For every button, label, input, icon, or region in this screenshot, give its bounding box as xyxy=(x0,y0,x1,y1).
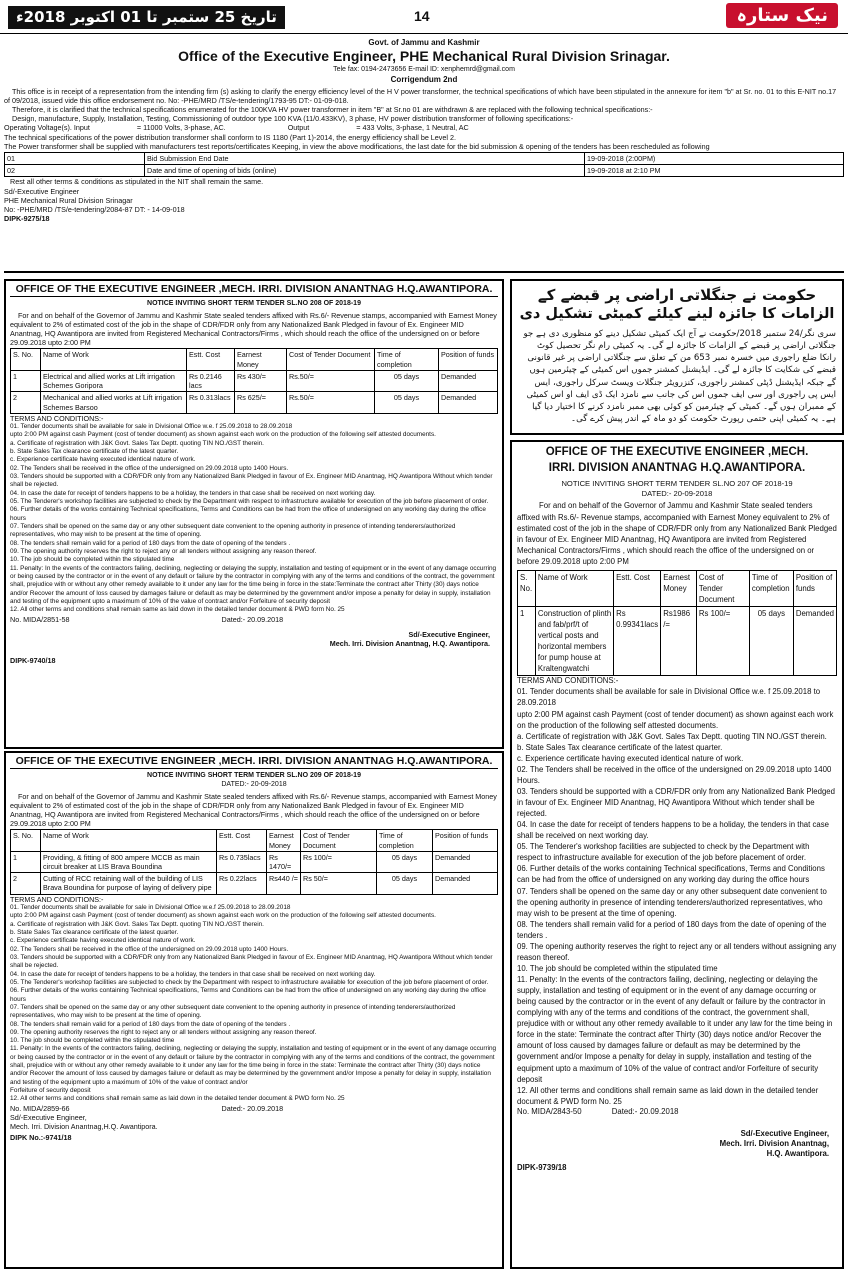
terms-item: 02. The Tenders shall be received in the office of the undersigned on 29.09.2018 upto 1400 Hours. xyxy=(10,464,289,472)
table-row xyxy=(11,851,498,872)
terms-item: 12. All other terms and conditions shall remain same as laid down in the detailed tender document & PWD form No. 25 xyxy=(517,1085,819,1106)
table-cell: 05 days xyxy=(377,873,433,894)
memo-line xyxy=(10,615,498,624)
news-headline: حکومت نے جنگلاتی اراضی پر قبضے کے xyxy=(537,286,817,304)
table-cell: Bid Submission End Date xyxy=(145,153,585,165)
terms-item: b. State Sales Tax clearance certificate of the latest quarter. xyxy=(10,447,179,455)
urdu-news-item xyxy=(510,279,844,435)
terms-item: 06. Further details of the works containing Technical specifications, Terms and Conditions can be had from the office of undersigned on any working day during the office hours xyxy=(10,506,486,522)
terms-item: 10. The job should be completed within the stipulated time xyxy=(10,556,175,564)
office-title: OFFICE OF THE EXECUTIVE ENGINEER ,MECH. IRRI. DIVISION ANANTNAG H.Q.AWANTIPORA. xyxy=(10,283,498,297)
table-cell: Rs 100/= xyxy=(696,607,749,676)
terms-item: c. Experience certificate having executed identical nature of work. xyxy=(517,753,744,763)
paragraph: Therefore, it is clarified that the technical specifications enumerated for the 100KVA HV power transformer in item "B" at Sr.no 01 are withdrawn & are replaced with the following technical specifications:- xyxy=(12,104,653,114)
table-header-row xyxy=(11,349,498,370)
terms-item: 05. The Tenderer's workshop facilities are subjected to check by the Department with respect to infrastructure available for execution of the job before placement of order. xyxy=(517,842,810,863)
table-cell: Electrical and allied works at Lift irrigation Schemes Goripora xyxy=(41,370,187,391)
terms-item: 11. Penalty: In the events of the contractors failing, declining, neglecting or delaying the supply, installation and testing of equipment or in the event of any damage occurring or being caused by the contractor or in the event of any default or failure by the contractor in complying with any of the terms and conditions of the contract, the government shall, prejudice with or without any other remedy available to it under any law for the time being in force in the state: Terminate the contract after Thirty (30) days notice and/or Recover the amount of loss caused by damages failure or default as may be determined by the government and/or Impose a penalty for delay in supply, installation and testing of the equipment upto a maximum of 10% of the value of contract and/or Forfeiture of security deposit xyxy=(517,975,833,1084)
terms-title: TERMS AND CONDITIONS:- xyxy=(517,676,619,686)
terms-item: 09. The opening authority reserves the right to reject any or all tenders without assigning any reason thereof. xyxy=(10,547,317,555)
works-table xyxy=(10,829,498,894)
terms-item: 12. All other terms and conditions shall remain same as laid down in the detailed tender document & PWD form No. 25 xyxy=(10,1095,345,1103)
notice-date: DATED:- 20-09-2018 xyxy=(641,488,713,498)
column-header: Position of funds xyxy=(433,830,498,851)
schedule-table xyxy=(4,152,844,177)
terms-list xyxy=(10,423,498,615)
table-cell: Rs 0.735lacs xyxy=(217,851,267,872)
column-header: Name of Work xyxy=(41,349,187,370)
table-cell: 2 xyxy=(11,873,41,894)
terms-item: a. Certificate of registration with J&K Govt. Sales Tax Deptt. quoting TIN NO./GST therein. xyxy=(517,731,827,741)
terms-item: 03. Tenders should be supported with a CDR/FDR only from any Nationalized Bank Pledged in favour of Ex. Engineer MID Anantnag, HQ Awantipora Without which tender shall be rejected. xyxy=(10,953,493,970)
column-header: Estt. Cost xyxy=(217,830,267,851)
signature-line: Sd/-Executive Engineer, xyxy=(408,629,490,639)
column-header: Earnest Money xyxy=(267,830,301,851)
table-cell: Demanded xyxy=(793,607,836,676)
terms-title: TERMS AND CONDITIONS:- xyxy=(10,413,104,423)
page-number: 14 xyxy=(414,8,430,24)
table-cell: Demanded xyxy=(439,392,498,413)
terms-item: 07. Tenders shall be opened on the same day or any other subsequent date convenient to the opening authority in presence of intending tenderers/authorized representatives, who may wish to be present at the time of opening. xyxy=(10,1003,456,1020)
table-cell: 1 xyxy=(11,370,41,391)
table-cell: Demanded xyxy=(439,370,498,391)
memo-date: Dated:- 20.09.2018 xyxy=(221,1103,284,1113)
signature-line: PHE Mechanical Rural Division Srinagar xyxy=(4,195,133,205)
table-cell: Rs440 /= xyxy=(267,873,301,894)
terms-item: 05. The Tenderer's workshop facilities are subjected to check by the Department with respect to infrastructure available for execution of the job before placement of order. xyxy=(10,497,489,505)
terms-item: 02. The Tenders shall be received in the office of the undersigned on 29.09.2018 upto 1400 Hours. xyxy=(10,945,289,953)
terms-item: 01. Tender documents shall be available for sale in Divisional Office w.e. f 25.09.2018 to 28.09.2018 xyxy=(10,422,293,430)
column-header: Cost of Tender Document xyxy=(696,570,749,606)
corrigendum-subtitle: Corrigendum 2nd xyxy=(390,75,458,85)
terms-item: 02. The Tenders shall be received in the office of the undersigned on 29.09.2018 upto 1400 Hours. xyxy=(517,764,832,785)
paragraph: The technical specifications of the power distribution transformer shall conform to IS 1180 (Part 1)-2014, the energy efficiency shall be Level 2. xyxy=(4,132,456,142)
contact-line: Tele fax: 0194-2473656 E-mail ID: xenphemrd@gmail.com xyxy=(333,66,515,74)
table-cell: 01 xyxy=(5,153,145,165)
column-header: Time of completion xyxy=(749,570,793,606)
page-header xyxy=(0,0,848,34)
table-cell: Rs.50/= xyxy=(287,370,375,391)
terms-item: 11. Penalty: In the events of the contractors failing, declining, neglecting or delaying the supply, installation and testing of equipment or in the event of any damage occurring or being caused by the contractor or in the event of any default or failure by the contractor in complying with any of the terms and conditions of the contract, the government shall, prejudice with or without any other remedy available to it under any law for the time being in force in the state: Terminate the contract after Thirty (30) days notice and/or Recover the amount of loss caused by damages failure or default as may be determined by the government and/or Impose a penalty for delay in supply, installation and testing of the equipment upto a maximum of 10% of the value of contract and/or xyxy=(10,1045,497,1086)
dipk-number: DIPK-9739/18 xyxy=(517,1162,567,1172)
dipk-number: DIPK No.:-9741/18 xyxy=(10,1133,72,1143)
terms-item: Forfeiture of security deposit xyxy=(10,1087,91,1095)
terms-item: 11. Penalty: In the events of the contractors failing, declining, neglecting or delaying the supply, installation and testing of equipment or in the event of any damage occurring or being caused by the contractor or in the event of any default or failure by the contractor in complying with any of the terms and conditions of the contract, the government shall, prejudice with or without any other remedy available to it under any law for the time being in force in the state:Terminate the contract after Thirty (30) days notice and/or Recover the amount of loss caused by damages failure or default as may be determined by the government and/or impose a penalty for delay in supply, installation and testing of the equipment upto a maximum of 10% of the value of contract and/or Forfeiture of security deposit xyxy=(10,564,497,605)
dipk-number: DIPK-9275/18 xyxy=(4,214,50,224)
column-header: Cost of Tender Document xyxy=(301,830,377,851)
table-cell: 05 days xyxy=(375,392,439,413)
table-cell: 05 days xyxy=(377,851,433,872)
terms-item: 01. Tender documents shall be available for sale in Divisional Office w.e. f 25.09.2018 to 28.09.2018 xyxy=(517,687,821,708)
column-header: Name of Work xyxy=(535,570,613,606)
table-row xyxy=(5,153,844,165)
table-cell: Rs 430/= xyxy=(235,370,287,391)
newspaper-logo: نیک ستارہ xyxy=(726,3,838,28)
column-header: Position of funds xyxy=(793,570,836,606)
voltage-input-label: Operating Voltage(s). Input xyxy=(4,123,90,133)
intro-paragraph: For and on behalf of the Governor of Jammu and Kashmir State sealed tenders affixed with Rs.6/- Revenue stamps, accompanied with Earnest Money equivalent to 2% of estimated cost of the job in the shape of CDR/FDR only from any Nationalized Bank Pledged in favour of Ex. Engineer MID Anantnag, HQ Awantipora are invited from Registered Mechanical Contractors/Firms , which should reach the office of the undersigned on or before 29.09.2018 upto 2:00 PM xyxy=(10,310,497,348)
office-title: OFFICE OF THE EXECUTIVE ENGINEER ,MECH. IRRI. DIVISION ANANTNAG H.Q.AWANTIPORA. xyxy=(10,755,498,769)
memo-line xyxy=(517,1107,837,1117)
signature-line: Sd/-Executive Engineer, xyxy=(740,1128,829,1138)
column-header: Estt. Cost xyxy=(614,570,661,606)
table-cell: 05 days xyxy=(375,370,439,391)
column-header: Earnest Money xyxy=(661,570,697,606)
news-headline: الزامات کا جائزہ لینے کیلئے کمیٹی تشکیل دی xyxy=(519,306,835,323)
column-header: Earnest Money xyxy=(235,349,287,370)
terms-item: c. Experience certificate having executed identical nature of work. xyxy=(10,456,196,464)
table-cell: Rs 1470/= xyxy=(267,851,301,872)
column-header: S. No. xyxy=(518,570,536,606)
table-header-row xyxy=(11,830,498,851)
terms-item: 04. In case the date for receipt of tenders happens to be a holiday, the tenders in that case shall be received on next working day. xyxy=(10,970,376,978)
column-header: Position of funds xyxy=(439,349,498,370)
table-cell: 02 xyxy=(5,165,145,177)
terms-item: b. State Sales Tax clearance certificate of the latest quarter. xyxy=(10,928,179,936)
table-cell: Rs.50/= xyxy=(287,392,375,413)
memo-date: Dated:- 20.09.2018 xyxy=(221,614,284,624)
tender-notice-208 xyxy=(4,279,504,749)
terms-list xyxy=(517,686,837,1106)
terms-item: a. Certificate of registration with J&K Govt. Sales Tax Deptt. quoting TIN NO./GST therein. xyxy=(10,920,264,928)
terms-item: 04. In case the date for receipt of tenders happens to be a holiday, the tenders in that case shall be received on next working day. xyxy=(517,820,829,841)
table-row xyxy=(11,873,498,894)
column-header: Name of Work xyxy=(41,830,217,851)
table-cell: Rs 0.2146 lacs xyxy=(187,370,235,391)
table-cell: 1 xyxy=(518,607,536,676)
notice-title: NOTICE INVITING SHORT TERM TENDER SL.NO 207 OF 2018-19 xyxy=(561,479,793,489)
table-cell: Demanded xyxy=(433,851,498,872)
paragraph: The Power transformer shall be supplied with manufacturers test reports/certificates Keeping, in view the above modifications, the last date for the bid submission & opening of the tenders has been rescheduled as following xyxy=(4,141,710,151)
table-cell: Cutting of RCC retaining wall of the building of LIS Brava Boundina for purpose of laying of delivery pipe xyxy=(41,873,217,894)
phe-corrigendum-notice xyxy=(4,37,844,273)
terms-item: 01. Tender documents shall be available for sale in Divisional Office w.e.f 25.09.2018 to 28.09.2018 xyxy=(10,903,291,911)
works-table xyxy=(517,570,837,677)
voltage-output-value: = 433 Volts, 3-phase, 1 Neutral, AC xyxy=(356,123,469,133)
terms-item: 06. Further details of the works containing Technical specifications, Terms and Conditions can be had from the office of undersigned on any working day during the office hours xyxy=(517,864,825,885)
table-cell: 19-09-2018 (2:00PM) xyxy=(585,153,844,165)
table-cell: 1 xyxy=(11,851,41,872)
paragraph: Rest all other terms & conditions as stipulated in the NIT shall remain the same. xyxy=(10,177,264,187)
memo-number: No. MIDA/2843-50 xyxy=(517,1106,582,1116)
terms-item: 10. The job should be completed within the stipulated time xyxy=(517,963,718,973)
memo-line xyxy=(10,1104,498,1113)
table-cell: Providing, & fitting of 800 ampere MCCB as main circuit breaker at LIS Brava Boundina xyxy=(41,851,217,872)
terms-item: upto 2:00 PM against cash Payment (cost of tender document) as shown against each work on the production of the following self attested documents. xyxy=(517,709,834,730)
signature-line: Mech. Irri. Division Anantnag, xyxy=(719,1138,829,1148)
table-cell: Rs 100/= xyxy=(301,851,377,872)
terms-list xyxy=(10,904,498,1104)
signature-line: Sd/-Executive Engineer, xyxy=(10,1113,87,1122)
signature-line: Mech. Irri. Division Anantnag, H.Q. Awantipora. xyxy=(329,638,490,648)
terms-item: 09. The opening authority reserves the right to reject any or all tenders without assigning any reason thereof. xyxy=(10,1028,317,1036)
table-cell: Rs 0.99341lacs xyxy=(614,607,661,676)
terms-item: 03. Tenders should be supported with a CDR/FDR only from any Nationalized Bank Pledged in favour of Ex. Engineer MID Anantnag, HQ Awantipora Without which tender shall be rejected. xyxy=(517,786,835,819)
table-cell: Construction of plinth and fab/prf/t of vertical posts and horizontal members for pump house at Kraltengwatchi xyxy=(535,607,613,676)
terms-title: TERMS AND CONDITIONS:- xyxy=(10,894,104,904)
voltage-input-value: = 11000 Volts, 3-phase, AC. xyxy=(136,123,226,133)
terms-item: 08. The tenders shall remain valid for a period of 180 days from the date of opening of the tenders . xyxy=(517,919,827,940)
table-cell: Rs 625/= xyxy=(235,392,287,413)
intro-paragraph: For and on behalf of the Governor of Jammu and Kashmir State sealed tenders affixed with Rs.6/- Revenue stamps, accompanied with Earnest Money equivalent to 2% of estimated cost of the job in the shape of CDR/FDR only from any Nationalized Bank Pledged in favour of Ex. Engineer MID Anantnag, HQ Awantipora are invited from Registered Mechanical Contractors/Firms , which should reach the office of the undersigned on or before 29.09.2018 upto 2:00 PM xyxy=(10,791,497,829)
column-header: Time of completion xyxy=(377,830,433,851)
office-title: Office of the Executive Engineer, PHE Mechanical Rural Division Srinagar. xyxy=(178,48,670,65)
terms-item: 10. The job should be completed within the stipulated time xyxy=(10,1037,175,1045)
column-header: Time of completion xyxy=(375,349,439,370)
column-header: Cost of Tender Document xyxy=(287,349,375,370)
table-cell: Rs 0.22lacs xyxy=(217,873,267,894)
column-header: S. No. xyxy=(11,830,41,851)
notice-title: NOTICE INVITING SHORT TERM TENDER SL.NO 209 OF 2018-19 xyxy=(147,771,361,779)
news-body: سری نگر/24 ستمبر 2018/حکومت نے آج ایک کمیٹی تشکیل دینے کو منظوری دی ہے جو جنگلاتی اراضی پر قبضے کے الزامات کا جائزہ لے گی۔ یہ کمیٹی رام نگر تحصیل کوٹ رانکا ضلع راجوری میں خسرہ نمبر 653 من کے تعلق سے جنگلاتی اراضی پر غیر قانونی قبضے کی شکایت کا جائزہ لے گی۔ ایڈیشنل کمشنر جموں اس کمیٹی کے چیئرمین ہوں گے جبکہ ایڈیشنل ڈپٹی کمشنر راجوری، کنزرویٹر جنگلات ویسٹ سرکل راجوری، ایس ایس پی راجوری اور سی ایف جموں اس کی جانب سے نامزد ایک ڈی ایف او اس کمیٹی کے ممبران ہوں گے۔ کمیٹی کے چیئرمین کو کوئی بھی ممبر نامزد کرنے کا اختیار دیا گیا ہے۔ یہ کمیٹی اپنی حتمی رپورٹ حکومت کو دو ماہ کے اندر پیش کرے گی۔ xyxy=(523,328,836,425)
terms-item: 05. The Tenderer's workshop facilities are subjected to check by the Department with respect to infrastructure available for execution of the job before placement of order. xyxy=(10,978,489,986)
issue-date: تاریخ 25 ستمبر تا 01 اکتوبر 2018ء xyxy=(8,6,285,29)
table-cell: 05 days xyxy=(749,607,793,676)
notice-title: NOTICE INVITING SHORT TERM TENDER SL.NO 208 OF 2018-19 xyxy=(147,299,361,307)
table-row xyxy=(11,392,498,413)
table-row xyxy=(518,607,837,676)
table-cell: Rs1986 /= xyxy=(661,607,697,676)
terms-item: b. State Sales Tax clearance certificate of the latest quarter. xyxy=(517,742,723,752)
office-title: OFFICE OF THE EXECUTIVE ENGINEER ,MECH. xyxy=(545,446,809,458)
tender-notice-207 xyxy=(510,440,844,1269)
column-header: S. No. xyxy=(11,349,41,370)
intro-paragraph: For and on behalf of the Governor of Jammu and Kashmir State sealed tenders affixed with Rs.6/- Revenue stamps, accompanied with Earnest Money equivalent to 2% of estimated cost of the job in the shape of CDR/FDR only from any Nationalized Bank Pledged in favour of Ex. Engineer MID Anantnag, HQ Awantipora are invited from Registered Mechanical Contractors/Firms , which should reach the office of the undersigned on or before 29.09.2018 upto 2:00 PM xyxy=(517,501,837,566)
terms-item: 06. Further details of the works containing Technical specifications, Terms and Conditions can be had from the office of undersigned on any working day during the office hours xyxy=(10,987,486,1003)
signature-line: H.Q. Awantipora. xyxy=(766,1148,829,1158)
table-cell: 19-09-2018 at 2:10 PM xyxy=(585,165,844,177)
govt-line: Govt. of Jammu and Kashmir xyxy=(368,38,480,47)
notice-date: DATED:- 20-09-2018 xyxy=(221,780,287,788)
terms-item: 04. In case the date for receipt of tenders happens to be a holiday, the tenders in that case shall be received on next working day. xyxy=(10,489,376,497)
signature-line: Sd/-Executive Engineer xyxy=(4,186,80,196)
memo-number: No. MIDA/2859-66 xyxy=(10,1103,70,1113)
terms-item: c. Experience certificate having executed identical nature of work. xyxy=(10,937,196,945)
table-cell: Rs 0.313lacs xyxy=(187,392,235,413)
terms-item: 12. All other terms and conditions shall remain same as laid down in the detailed tender document & PWD form No. 25 xyxy=(10,606,345,614)
column-header: Estt. Cost xyxy=(187,349,235,370)
terms-item: 09. The opening authority reserves the right to reject any or all tenders without assigning any reason thereof. xyxy=(517,941,837,962)
paragraph: This office is in receipt of a representation from the intending firm (s) asking to clarify the energy efficiency level of the H V power transformer, the technical specifications of which have been stipulated in the annexure for item "b" at Sr. no. 01 to this E-NIT no.17 of 09/2018, issued vide this office endorsement no. No: -PHE/MRD /TS/e-tendering/1793-95 DT:- 01-09-018. xyxy=(4,86,837,105)
table-cell: 2 xyxy=(11,392,41,413)
terms-item: 08. The tenders shall remain valid for a period of 180 days from the date of opening of the tenders . xyxy=(10,1020,291,1028)
table-header-row xyxy=(518,570,837,606)
works-table xyxy=(10,348,498,413)
terms-item: 08. The tenders shall remain valid for a period of 180 days from the date of opening of the tenders . xyxy=(10,539,291,547)
reference-number: No: -PHE/MRD /TS/e-tendering/2084-87 DT: - 14-09-018 xyxy=(4,205,185,215)
signature-line: Mech. Irri. Division Anantnag,H.Q. Awantipora. xyxy=(10,1122,158,1132)
table-row xyxy=(5,165,844,177)
terms-item: upto 2:00 PM against cash Payment (cost of tender document) as shown against each work on the production of the following self attested documents. xyxy=(10,912,436,920)
voltage-output-label: Output xyxy=(287,123,310,133)
terms-item: a. Certificate of registration with J&K Govt. Sales Tax Deptt. quoting TIN NO./GST therein. xyxy=(10,439,264,447)
memo-date: Dated:- 20.09.2018 xyxy=(611,1106,679,1116)
tender-notice-209 xyxy=(4,751,504,1269)
paragraph: Design, manufacture, Supply, Installation, Testing, Commissioning of outdoor type 100 KVA (11/0.433KV), 3 phase, HV power distribution transformer of following specifications:- xyxy=(12,114,574,124)
terms-item: 03. Tenders should be supported with a CDR/FDR only from any Nationalized Bank Pledged in favour of Ex. Engineer MID Anantnag, HQ Awantipora Without which tender shall be rejected. xyxy=(10,472,493,489)
voltage-line xyxy=(4,123,844,132)
terms-item: 07. Tenders shall be opened on the same day or any other subsequent date convenient to the opening authority in presence of intending tenderers/authorized representatives, who may wish to be present at the time of opening. xyxy=(517,886,827,918)
memo-number: No. MIDA/2851-58 xyxy=(10,614,70,624)
table-cell: Rs 50/= xyxy=(301,873,377,894)
terms-item: 07. Tenders shall be opened on the same day or any other subsequent date convenient to the opening authority in presence of intending tenderers/authorized representatives, who may wish to be present at the time of opening. xyxy=(10,522,456,539)
dipk-number: DIPK-9740/18 xyxy=(10,656,56,666)
table-cell: Date and time of opening of bids (online) xyxy=(145,165,585,177)
table-cell: Demanded xyxy=(433,873,498,894)
terms-item: upto 2:00 PM against cash Payment (cost of tender document) as shown against each work on the production of the following self attested documents. xyxy=(10,431,436,439)
table-row xyxy=(11,370,498,391)
table-cell: Mechanical and allied works at Lift irrigation Schemes Barsoo xyxy=(41,392,187,413)
office-title: IRRI. DIVISION ANANTNAG H.Q.AWANTIPORA. xyxy=(548,461,806,474)
